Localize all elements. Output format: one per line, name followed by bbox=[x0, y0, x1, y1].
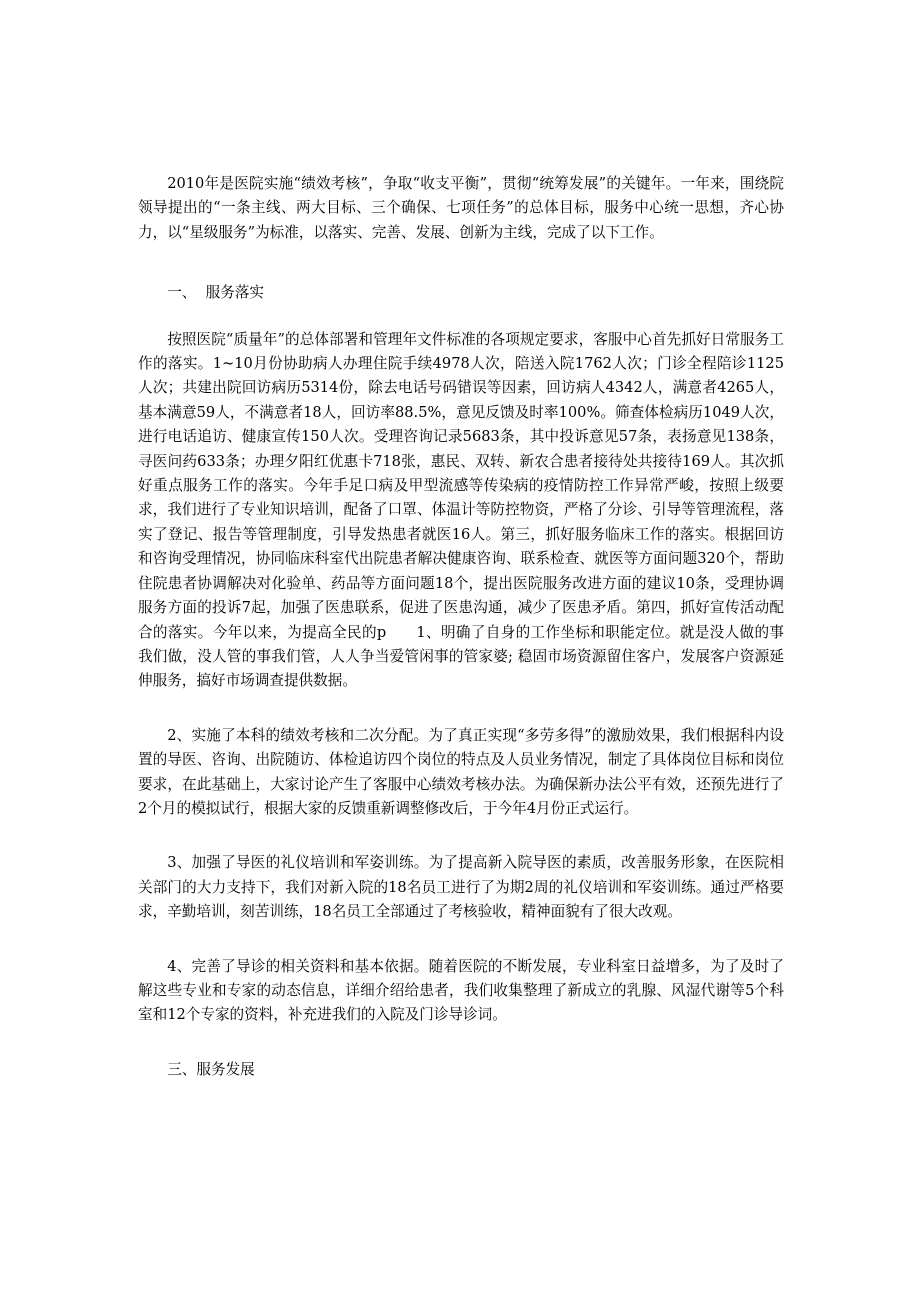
intro-paragraph: 2010年是医院实施“绩效考核”，争取“收支平衡”，贯彻“统筹发展”的关键年。一年来，围绕院领导提出的“一条主线、两大目标、三个确保、七项任务”的总体目标，服务中心统一思想，齐心协力，以“星级服务”为标准，以落实、完善、发展、创新为主线，完成了以下工作。 bbox=[138, 175, 784, 241]
section-heading-service-development: 三、服务发展 bbox=[167, 1060, 255, 1078]
item-3-paragraph: 3、加强了导医的礼仪培训和军姿训练。为了提高新入院导医的素质，改善服务形象，在医院相关部门的大力支持下，我们对新入院的18名员工进行了为期2周的礼仪培训和军姿训练。通过严格要求，辛勤培训，刻苦训练，18名员工全部通过了考核验收，精神面貌有了很大改观。 bbox=[138, 854, 784, 921]
item-4-paragraph: 4、完善了导诊的相关资料和基本依据。随着医院的不断发展，专业科室日益增多，为了及时了解这些专业和专家的动态信息，详细介绍给患者，我们收集整理了新成立的乳腺、风湿代谢等5个科室和12个专家的资料，补充进我们的入院及门诊导诊词。 bbox=[138, 957, 784, 1024]
item-2-paragraph: 2、实施了本科的绩效考核和二次分配。为了真正实现“多劳多得”的激励效果，我们根据科内设置的导医、咨询、出院随访、体检追访四个岗位的特点及人员业务情况，制定了具体岗位目标和岗位要求，在此基础上，大家讨论产生了客服中心绩效考核办法。为确保新办法公平有效，还预先进行了2个月的模拟试行，根据大家的反馈重新调整修改后，于今年4月份正式运行。 bbox=[138, 726, 784, 817]
section-heading-service-implementation: 一、 服务落实 bbox=[167, 284, 265, 302]
document-page bbox=[138, 172, 784, 1082]
section-body-service-implementation: 按照医院“质量年”的总体部署和管理年文件标准的各项规定要求，客服中心首先抓好日常服务工作的落实。1~10月份协助病人办理住院手续4978人次，陪送入院1762人次；门诊全程陪诊1125人次；共建出院回访病历5314份，除去电话号码错误等因素，回访病人4342人，满意者4265人，基本满意59人，不满意者18人，回访率88.5%，意见反馈及时率100%。筛查体检病历1049人次，进行电话追访、健康宣传150人次。受理咨询记录5683条，其中投诉意见57条，表扬意见138条，寻医问药633条；办理夕阳红优惠卡718张，惠民、双转、新农合患者接待处共接待169人。其次抓好重点服务工作的落实。今年手足口病及甲型流感等传染病的疫情防控工作异常严峻，按照上级要求，我们进行了专业知识培训，配备了口罩、体温计等防控物资，严格了分诊、引导等管理流程，落实了登记、报告等管理制度，引导发热患者就医16人。第三，抓好服务临床工作的落实。根据回访和咨询受理情况，协同临床科室代出院患者解决健康咨询、联系检查、就医等方面问题320个，帮助住院患者协调解决对化验单、药品等方面问题18个，提出医院服务改进方面的建议10条，受理协调服务方面的投诉7起，加强了医患联系，促进了医患沟通，减少了医患矛盾。第四，抓好宣传活动配合的落实。今年以来，为提高全民的p 1、明确了自身的工作坐标和职能定位。就是没人做的事我们做，没人管的事我们管，人人争当爱管闲事的管家婆; 稳固市场资源留住客户，发展客户资源延伸服务，搞好市场调查提供数据。 bbox=[138, 330, 784, 690]
